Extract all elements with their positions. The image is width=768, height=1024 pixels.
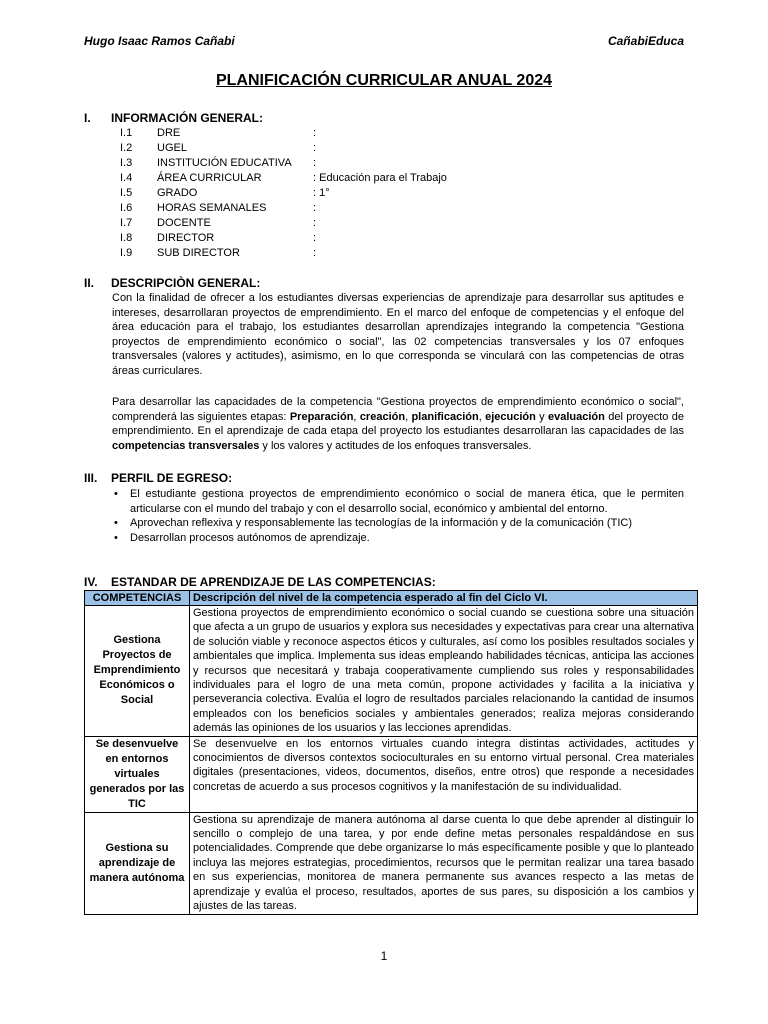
table-row <box>85 736 698 812</box>
info-row: I.8 DIRECTOR : <box>120 232 317 244</box>
brand-name: CañabiEduca <box>607 34 684 48</box>
list-item: • El estudiante gestiona proyectos de emprendimiento económico o social de manera ética, que le permiten articularse con el mundo del trabajo y con el desarrollo social, económico y ambiental del entorno. <box>112 487 684 516</box>
column-header-description: Descripción del nivel de la competencia esperado al fin del Ciclo VI. <box>190 591 698 606</box>
info-row: I.1 DRE : <box>120 127 317 139</box>
info-row: I.3 INSTITUCIÓN EDUCATIVA : <box>120 157 317 169</box>
table-row <box>85 606 698 737</box>
list-item: • Aprovechan reflexiva y responsablemente las tecnologías de la información y de la comunicación (TIC) <box>112 516 684 531</box>
info-row: I.7 DOCENTE : <box>120 217 317 229</box>
table-header-row <box>85 591 698 606</box>
competence-cell: Gestiona su aprendizaje de manera autónoma <box>85 812 190 914</box>
info-row: I.4 ÁREA CURRICULAR : Educación para el Trabajo <box>120 172 447 184</box>
page-number: 1 <box>380 949 388 963</box>
description-cell: Gestiona proyectos de emprendimiento económico o social cuando se cuestiona sobre una situación que afecta a un grupo de usuarios y explora sus necesidades y expectativas para crear una alternativa de solución viable y reconoce aspectos éticos y culturales, así como los posibles resultados sociales y ambientales que implica. Implementa sus ideas empleando habilidades técnicas, anticipa las acciones y recursos que necesitará y trabaja cooperativamente cumpliendo sus roles y responsabilidades individuales para el logro de una meta común, propone actividades y facilita a la iniciativa y perseverancia colectiva. Evalúa el logro de resultados parciales relacionando la cantidad de insumos empleados con los beneficios sociales y ambientales generados; realiza mejoras considerando además las opiniones de los usuarios y las lecciones aprendidas. <box>190 606 698 737</box>
description-paragraph-2: Para desarrollar las capacidades de la competencia "Gestiona proyectos de emprendimiento económico o social", comprenderá las siguientes etapas: Preparación, creación, planificación, ejecución y evaluación del proyecto de emprendimiento. En el aprendizaje de cada etapa del proyecto los estudiantes desarrollaran las capacidades de las competencias transversales y los valores y actitudes de los enfoques transversales. <box>112 396 684 452</box>
info-row: I.5 GRADO : 1° <box>120 187 330 199</box>
competence-cell: Se desenvuelve en entornos virtuales generados por las TIC <box>85 736 190 812</box>
section-info-heading: I. INFORMACIÓN GENERAL: <box>84 111 263 125</box>
section-description-heading: II. DESCRIPCIÒN GENERAL: <box>84 276 261 290</box>
info-list <box>120 126 447 261</box>
info-row: I.2 UGEL : <box>120 142 317 154</box>
profile-list <box>112 487 684 545</box>
description-cell: Se desenvuelve en los entornos virtuales cuando integra distintas actividades, actitudes y conocimientos de diversos contextos socioculturales en su entorno virtual personal. Crea materiales digitales (presentaciones, videos, documentos, diseños, entre otros) que responde a necesidades concretas de acuerdo a sus procesos cognitivos y la manifestación de su individualidad. <box>190 736 698 812</box>
description-cell: Gestiona su aprendizaje de manera autónoma al darse cuenta lo que debe aprender al distinguir lo sencillo o complejo de una tarea, y por ende define metas personales respaldándose en sus potencialidades. Comprende que debe organizarse lo más específicamente posible y que lo planteado incluya las mejores estrategias, procedimientos, recursos que le permitan realizar una tarea basado en sus experiencias, monitorea de manera permanente sus avances respecto a las metas de aprendizaje y evalúa el proceso, resultados, aportes de sus pares, su disposición a los cambios y ajustes de las tareas. <box>190 812 698 914</box>
standards-table <box>84 590 698 915</box>
document-title: PLANIFICACIÓN CURRICULAR ANUAL 2024 <box>215 72 553 89</box>
section-profile-heading: III. PERFIL DE EGRESO: <box>84 471 233 485</box>
competence-cell: Gestiona Proyectos de Emprendimiento Económicos o Social <box>85 606 190 737</box>
info-row: I.9 SUB DIRECTOR : <box>120 247 317 259</box>
section-standards-heading: IV. ESTANDAR DE APRENDIZAJE DE LAS COMPETENCIAS: <box>84 575 436 589</box>
table-row <box>85 812 698 914</box>
info-row: I.6 HORAS SEMANALES : <box>120 202 317 214</box>
list-item: • Desarrollan procesos autónomos de aprendizaje. <box>112 531 684 546</box>
author-name: Hugo Isaac Ramos Cañabi <box>84 34 235 48</box>
description-paragraph-1: Con la finalidad de ofrecer a los estudiantes diversas experiencias de aprendizaje para desarrollar sus aptitudes e intereses, desarrollaran proyectos de emprendimiento. En el marco del enfoque de competencias y el enfoque del área educación para el trabajo, los estudiantes desarrollan aprendizajes integrando la competencia "Gestiona proyectos de emprendimiento económico o social", las 02 competencias transversales y los 07 enfoques transversales (valores y actitudes), asimismo, en lo que corresponda se vinculará con las competencias de otras áreas curriculares. <box>112 292 684 377</box>
column-header-competencias: COMPETENCIAS <box>85 591 190 606</box>
